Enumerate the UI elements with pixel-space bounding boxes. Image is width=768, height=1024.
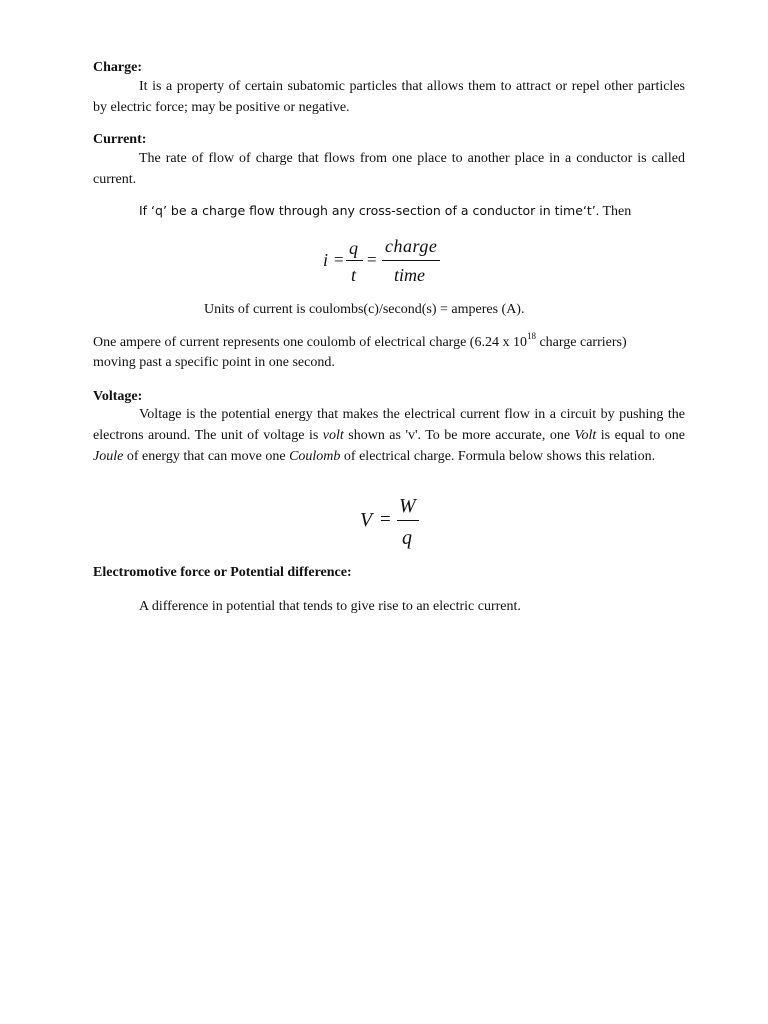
- fraction-bar-1: [346, 260, 363, 261]
- formula-v: V: [360, 509, 373, 531]
- voltage-coulomb: Coulomb: [289, 449, 341, 464]
- formula-v-equals: =: [380, 509, 391, 530]
- formula-time: time: [394, 265, 425, 285]
- formula-equals-2: =: [367, 250, 377, 269]
- voltage-joule: Joule: [93, 449, 124, 464]
- ampere-exponent: 18: [526, 331, 536, 342]
- charge-heading: Charge:: [93, 60, 142, 75]
- current-heading: Current:: [93, 132, 147, 147]
- formula-w: W: [399, 495, 416, 517]
- formula-i: i: [323, 250, 329, 270]
- voltage-volt-word: volt: [322, 428, 344, 443]
- voltage-paragraph: [93, 404, 685, 467]
- charge-paragraph: It is a property of certain subatomic particles that allows them to attract or repel other particles by electric force; may be positive or negative.: [93, 79, 685, 115]
- current-definition-then: . Then: [595, 204, 632, 219]
- formula-q-den: q: [402, 527, 412, 549]
- ampere-line-2: moving past a specific point in one second.: [93, 355, 335, 370]
- formula-charge: charge: [385, 236, 438, 256]
- formula-q: q: [349, 238, 358, 258]
- voltage-volt-cap: Volt: [574, 428, 597, 443]
- voltage-text-2: shown as 'v'. To be more accurate, one: [343, 428, 575, 443]
- current-units: Units of current is coulombs(c)/second(s) = amperes (A).: [204, 302, 525, 317]
- formula-t: t: [351, 265, 357, 285]
- current-paragraph: The rate of flow of charge that flows from one place to another place in a conductor is called current.: [93, 151, 685, 187]
- voltage-text-1: Voltage is the potential energy that makes the electrical current flow in a circuit by pushing the electrons around. The unit of voltage is: [93, 407, 685, 443]
- current-definition-line: [139, 200, 631, 222]
- current-definition-text: If ‘q’ be a charge flow through any cross-section of a conductor in time‘t’: [139, 203, 596, 218]
- voltage-heading: Voltage:: [93, 389, 143, 404]
- emf-paragraph: A difference in potential that tends to give rise to an electric current.: [139, 599, 521, 614]
- fraction-bar-2: [382, 260, 440, 261]
- emf-heading: Electromotive force or Potential difference:: [93, 565, 352, 580]
- formula-equals-1: =: [334, 250, 344, 269]
- voltage-text-3: is equal to one: [596, 428, 685, 443]
- voltage-text-4: of energy that can move one: [123, 449, 290, 464]
- ampere-line-1: [93, 332, 627, 353]
- ampere-text-a: One ampere of current represents one coulomb of electrical charge (6.24 x 10: [93, 335, 527, 350]
- ampere-text-b: charge carriers): [535, 335, 627, 350]
- fraction-bar-v: [397, 520, 419, 521]
- voltage-text-5: of electrical charge. Formula below shows this relation.: [340, 449, 656, 464]
